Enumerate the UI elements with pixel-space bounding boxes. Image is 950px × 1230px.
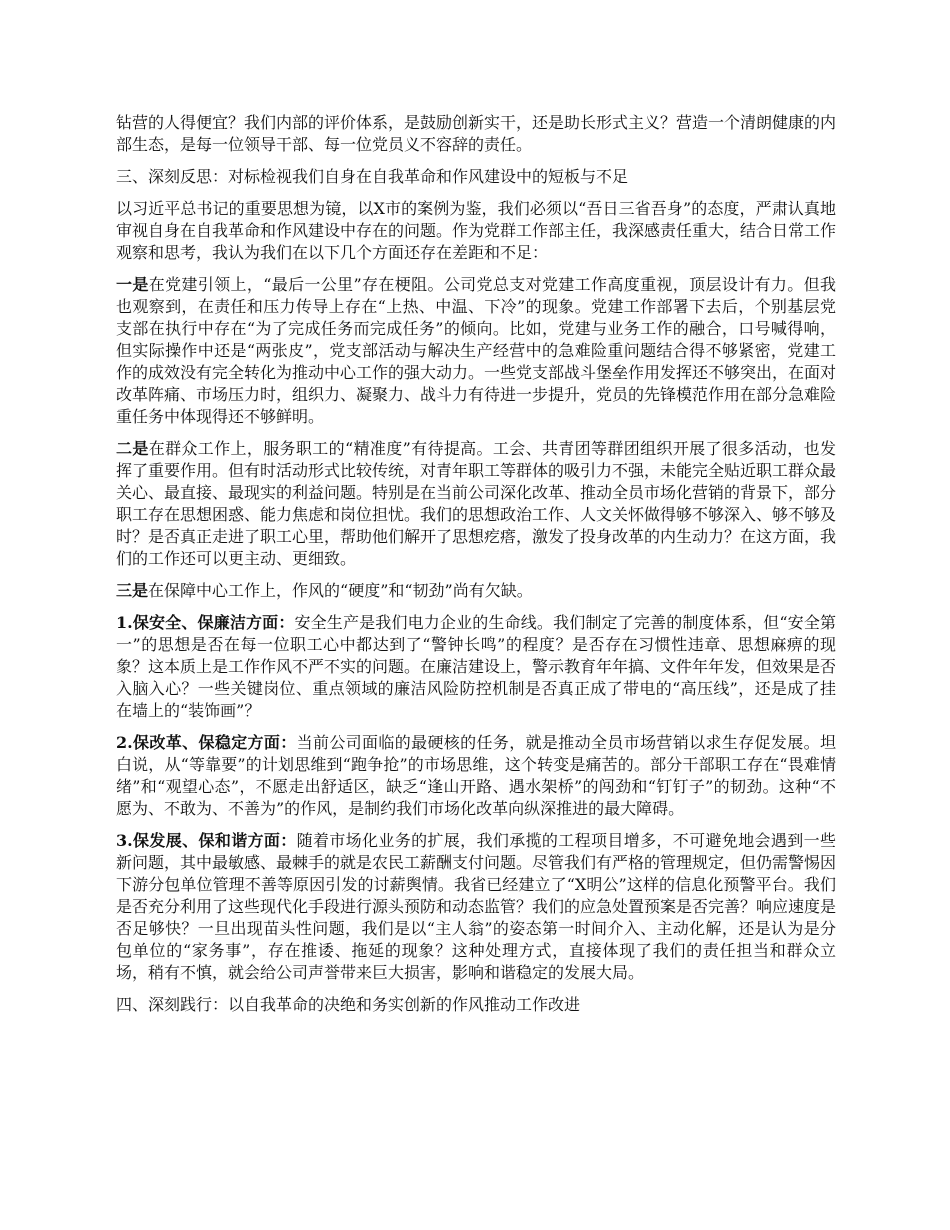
sub-item-3-lead: 3.保发展、保和谐方面： bbox=[116, 831, 297, 850]
sub-item-1-lead: 1.保安全、保廉洁方面： bbox=[116, 613, 295, 632]
item-2-paragraph bbox=[116, 438, 836, 570]
sub-item-3-text: 随着市场化业务的扩展，我们承揽的工程项目增多，不可避免地会遇到一些新问题，其中最敏感、最棘手的就是农民工薪酬支付问题。尽管我们有严格的管理规定，但仍需警惕因下游分包单位管理不善等原因引发的讨薪舆情。我省已经建立了“X明公”这样的信息化预警平台。我们是否充分利用了这些现代化手段进行源头预防和动态监管？我们的应急处置预案是否完善？响应速度是否足够快？一旦出现苗头性问题，我们是以“主人翁”的姿态第一时间介入、主动化解，还是认为是分包单位的“家务事”，存在推诿、拖延的现象？这种处理方式，直接体现了我们的责任担当和群众立场，稍有不慎，就会给公司声誉带来巨大损害，影响和谐稳定的发展大局。 bbox=[116, 831, 837, 982]
section-3-heading: 三、深刻反思：对标检视我们自身在自我革命和作风建设中的短板与不足 bbox=[116, 167, 629, 186]
item-1-text: 在党建引领上，“最后一公里”存在梗阻。公司党总支对党建工作高度重视，顶层设计有力。但我也观察到，在责任和压力传导上存在“上热、中温、下冷”的现象。党建工作部署下去后，个别基层党支部在执行中存在“为了完成任务而完成任务”的倾向。比如，党建与业务工作的融合，口号喊得响，但实际操作中还是“两张皮”，党支部活动与解决生产经营中的急难险重问题结合得不够紧密，党建工作的成效没有完全转化为推动中心工作的强大动力。一些党支部战斗堡垒作用发挥还不够突出，在面对改革阵痛、市场压力时，组织力、凝聚力、战斗力有待进一步提升，党员的先锋模范作用在部分急难险重任务中体现得还不够鲜明。 bbox=[116, 275, 837, 426]
section-4-heading: 四、深刻践行：以自我革命的决绝和务实创新的作风推动工作改进 bbox=[116, 995, 581, 1014]
sub-item-3-paragraph bbox=[116, 830, 836, 984]
sub-item-2-lead: 2.保改革、保稳定方面： bbox=[116, 733, 297, 752]
sub-item-1-paragraph bbox=[116, 612, 836, 722]
item-1-lead: 一是 bbox=[116, 275, 149, 294]
item-2-text: 在群众工作上，服务职工的“精准度”有待提高。工会、共青团等群团组织开展了很多活动，也发挥了重要作用。但有时活动形式比较传统，对青年职工等群体的吸引力不强，未能完全贴近职工群众最关心、最直接、最现实的利益问题。特别是在当前公司深化改革、推动全员市场化营销的背景下，部分职工存在思想困惑、能力焦虑和岗位担忧。我们的思想政治工作、人文关怀做得够不够深入、够不够及时？是否真正走进了职工心里，帮助他们解开了思想疙瘩，激发了投身改革的内生动力？在这方面，我们的工作还可以更主动、更细致。 bbox=[116, 439, 837, 568]
sub-item-1-text: 安全生产是我们电力企业的生命线。我们制定了完善的制度体系，但“安全第一”的思想是否在每一位职工心中都达到了“警钟长鸣”的程度？是否存在习惯性违章、思想麻痹的现象？这本质上是工作作风不严不实的问题。在廉洁建设上，警示教育年年搞、文件年年发，但效果是否入脑入心？一些关键岗位、重点领域的廉洁风险防控机制是否真正成了带电的“高压线”，还是成了挂在墙上的“装饰画”？ bbox=[116, 613, 837, 720]
item-3-paragraph bbox=[116, 580, 836, 602]
document-page bbox=[116, 112, 836, 1026]
item-1-paragraph bbox=[116, 274, 836, 428]
item-3-text: 在保障中心工作上，作风的“硬度”和“韧劲”尚有欠缺。 bbox=[148, 581, 533, 600]
paragraph-intro-continuation: 钻营的人得便宜？我们内部的评价体系，是鼓励创新实干，还是助长形式主义？营造一个清朗健康的内部生态，是每一位领导干部、每一位党员义不容辞的责任。 bbox=[116, 113, 837, 154]
sub-item-2-text: 当前公司面临的最硬核的任务，就是推动全员市场营销以求生存促发展。坦白说，从“等靠要”的计划思维到“跑争抢”的市场思维，这个转变是痛苦的。部分干部职工存在“畏难情绪”和“观望心态”，不愿走出舒适区，缺乏“逢山开路、遇水架桥”的闯劲和“钉钉子”的韧劲。这种“不愿为、不敢为、不善为”的作风，是制约我们市场化改革向纵深推进的最大障碍。 bbox=[116, 733, 836, 818]
sub-item-2-paragraph bbox=[116, 732, 836, 820]
item-2-lead: 二是 bbox=[116, 439, 149, 458]
paragraph-reflection-intro: 以习近平总书记的重要思想为镜，以X市的案例为鉴，我们必须以“吾日三省吾身”的态度，严肃认真地审视自身在自我革命和作风建设中存在的问题。作为党群工作部主任，我深感责任重大，结合日常工作观察和思考，我认为我们在以下几个方面还存在差距和不足： bbox=[116, 199, 837, 262]
item-3-lead: 三是 bbox=[116, 581, 149, 600]
